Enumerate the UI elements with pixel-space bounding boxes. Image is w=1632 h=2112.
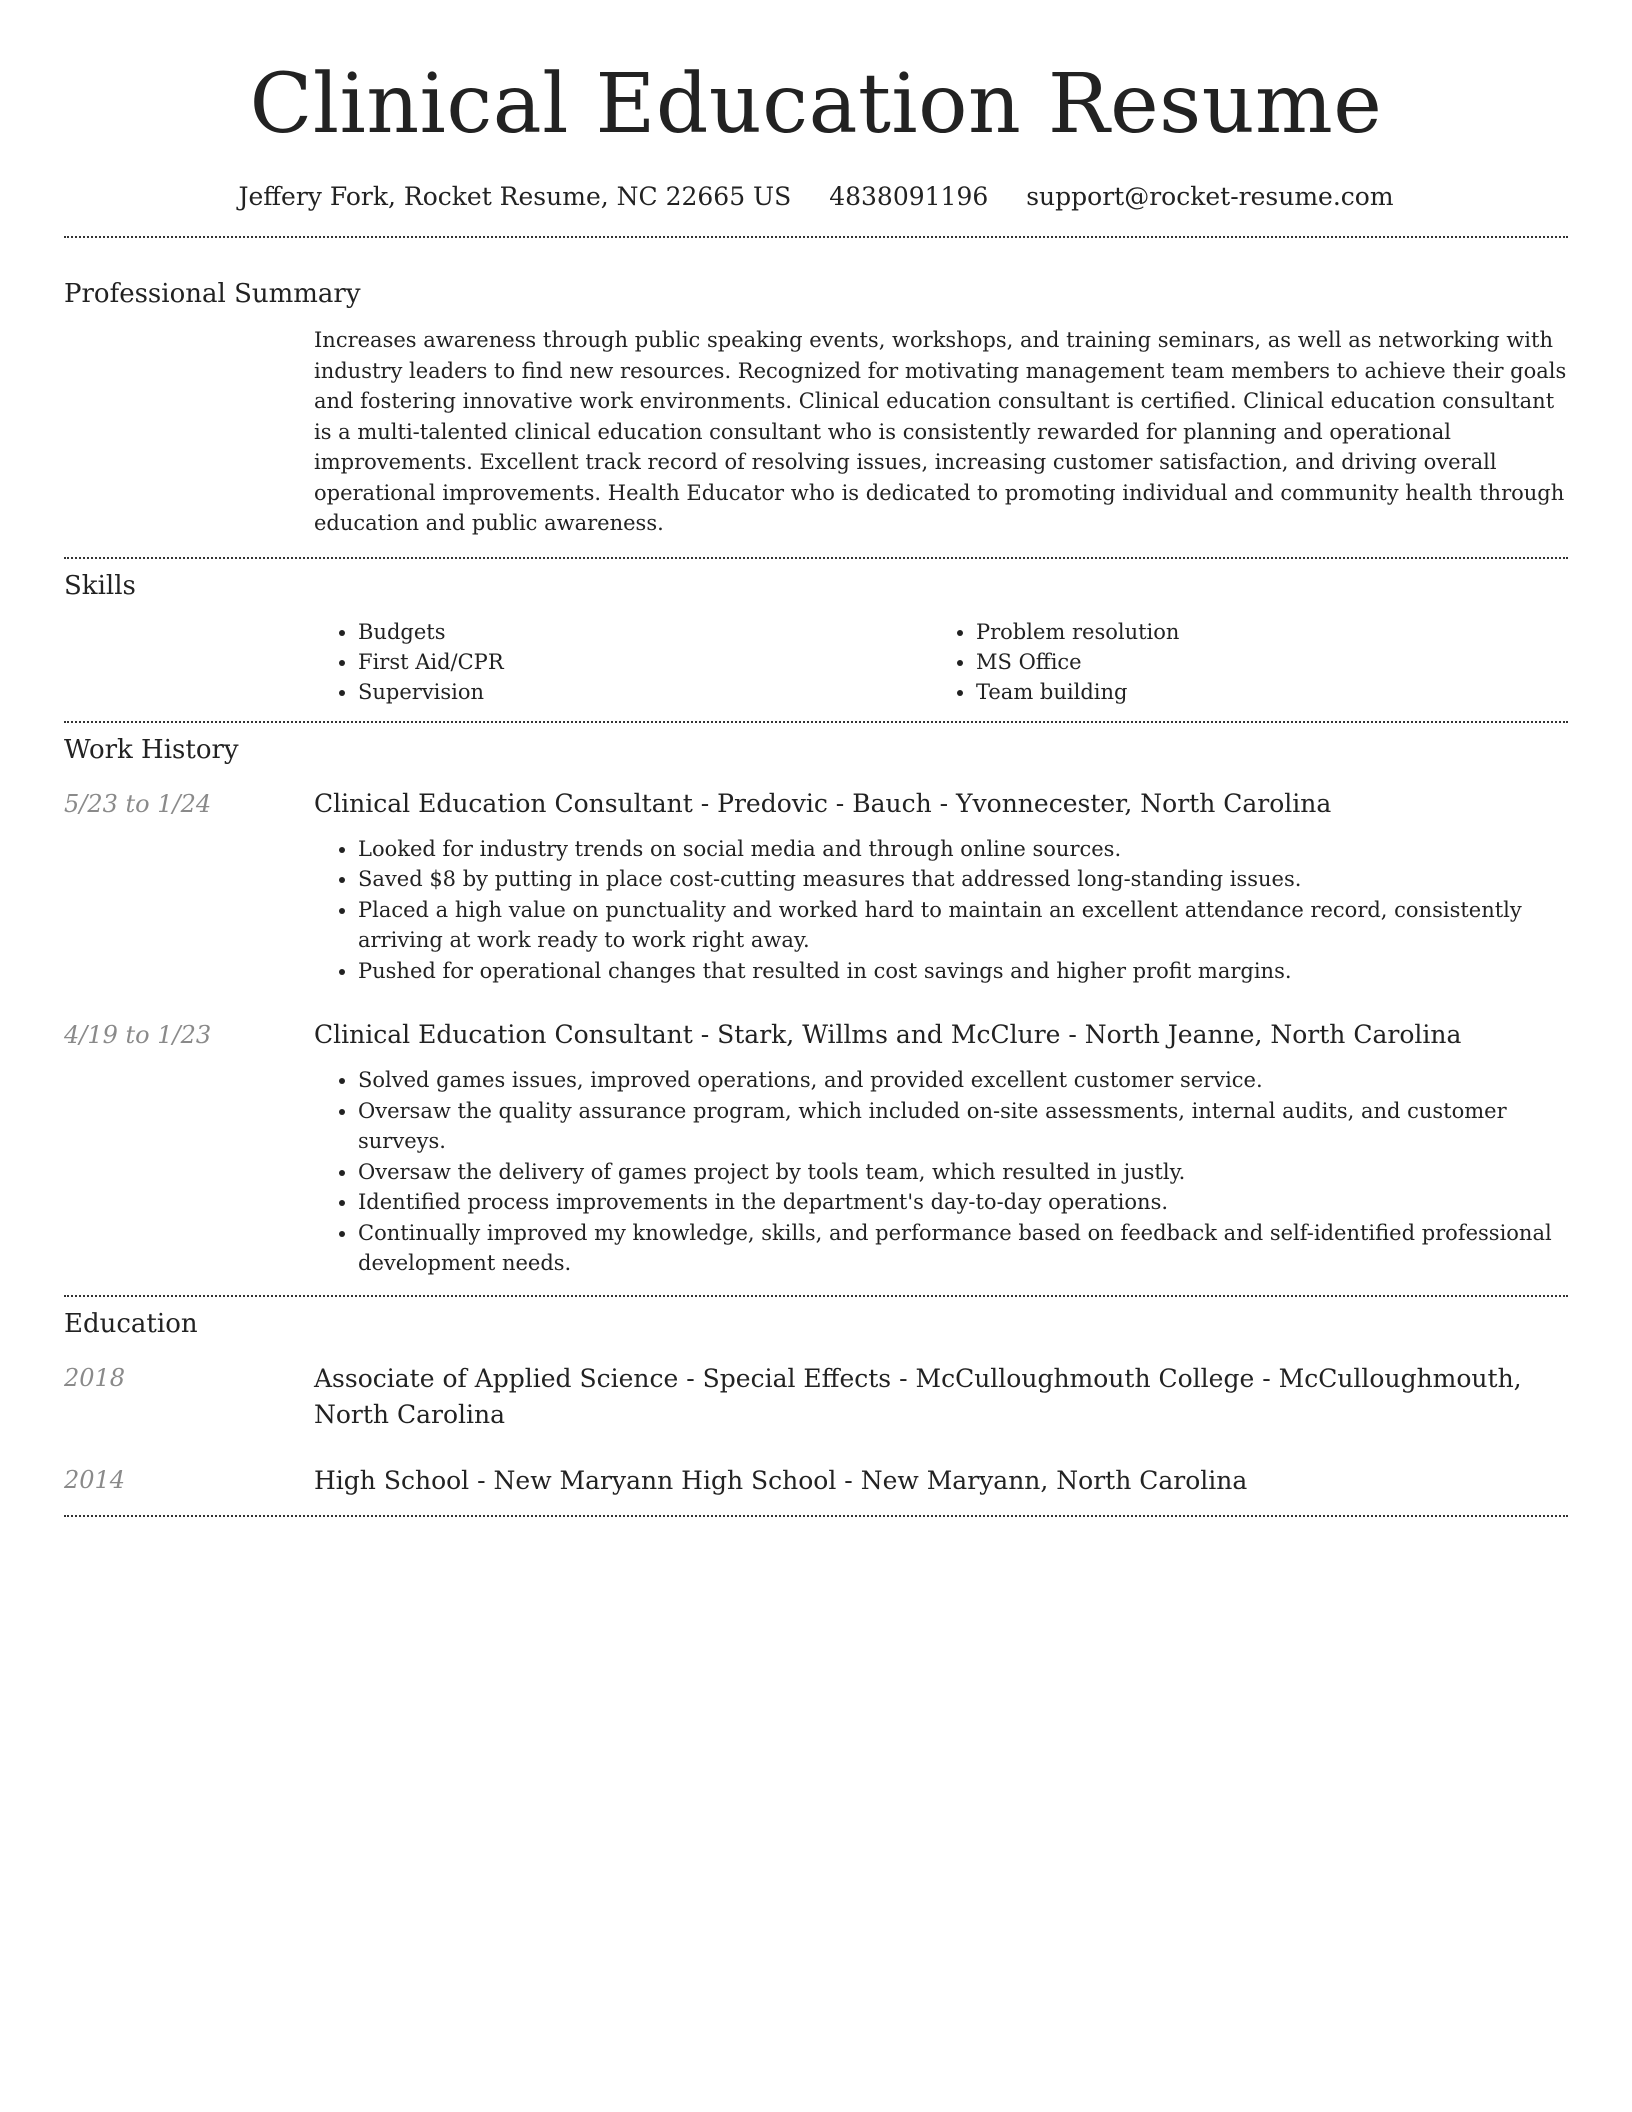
resume-page <box>64 0 1568 1517</box>
job-bullet: • Continually improved my knowledge, skills, and performance based on feedback and self-identified professional development needs. <box>358 1218 1568 1279</box>
education-school: - McCulloughmouth College - McCulloughmouth, North Carolina <box>314 1363 1522 1429</box>
divider <box>64 1515 1568 1517</box>
job-dates: 5/23 to 1/24 <box>64 789 212 818</box>
job-entry <box>64 787 1568 987</box>
job-heading <box>314 787 1568 821</box>
divider <box>64 1295 1568 1297</box>
job-bullet: • Saved $8 by putting in place cost-cutting measures that addressed long-standing issues. <box>358 864 1568 895</box>
skill-item: • Supervision <box>358 677 928 707</box>
job-employer: - Stark, Willms and McClure - North Jeanne, North Carolina <box>692 1020 1462 1049</box>
education-year: 2014 <box>64 1465 126 1494</box>
education-entry <box>64 1463 1568 1499</box>
skill-item: • MS Office <box>976 647 1179 677</box>
summary-heading: Professional Summary <box>64 279 361 309</box>
skill-item: • Problem resolution <box>976 617 1179 647</box>
skill-item: • Budgets <box>358 617 928 647</box>
divider <box>64 236 1568 238</box>
contact-address: Jeffery Fork, Rocket Resume, NC 22665 US <box>238 182 792 211</box>
job-bullet: • Solved games issues, improved operations, and provided excellent customer service. <box>358 1065 1568 1096</box>
skill-item: • First Aid/CPR <box>358 647 928 677</box>
education-year: 2018 <box>64 1363 126 1392</box>
job-dates: 4/19 to 1/23 <box>64 1021 212 1049</box>
education-heading: Education <box>64 1308 198 1339</box>
skills-list-right <box>928 617 1179 707</box>
contact-line <box>64 180 1568 214</box>
resume-title: Clinical Education Resume <box>249 57 1383 152</box>
job-title: Clinical Education Consultant <box>314 1020 693 1049</box>
divider <box>64 721 1568 723</box>
job-title: Clinical Education Consultant <box>314 788 693 818</box>
skill-item: • Team building <box>976 677 1179 707</box>
summary-text: Increases awareness through public speaking events, workshops, and training seminars, as well as networking with industry leaders to find new resources. Recognized for motivating management team members to achieve their goals and fostering innovative work environments. Clinical education consultant is certified. Clinical education consultant is a multi-talented clinical education consultant who is consistently rewarded for planning and operational improvements. Excellent track record of resolving issues, increasing customer satisfaction, and driving overall operational improvements. Health Educator who is dedicated to promoting individual and community health through education and public awareness. <box>314 328 1567 535</box>
job-bullet: • Pushed for operational changes that resulted in cost savings and higher profit margins. <box>358 956 1568 987</box>
job-bullets <box>314 1065 1568 1279</box>
job-bullet: • Looked for industry trends on social media and through online sources. <box>358 834 1568 865</box>
contact-email: support@rocket-resume.com <box>1026 182 1394 211</box>
summary-row <box>64 325 1568 539</box>
job-bullet: • Oversaw the delivery of games project by tools team, which resulted in justly. <box>358 1157 1568 1188</box>
job-employer: - Predovic - Bauch - Yvonnecester, North Carolina <box>692 788 1332 818</box>
contact-phone: 4838091196 <box>829 182 989 211</box>
work-heading: Work History <box>64 734 239 765</box>
education-entry <box>64 1361 1568 1433</box>
education-school: - New Maryann High School - New Maryann, North Carolina <box>469 1465 1248 1495</box>
job-bullets <box>314 834 1568 987</box>
education-heading-line <box>314 1463 1568 1499</box>
skills-heading: Skills <box>64 570 136 601</box>
divider <box>64 557 1568 559</box>
education-degree: High School <box>314 1465 470 1495</box>
education-degree: Associate of Applied Science - Special Effects <box>314 1363 892 1393</box>
skills-row <box>64 617 1568 707</box>
skills-list-left <box>314 617 928 707</box>
job-bullet: • Placed a high value on punctuality and worked hard to maintain an excellent attendance record, consistently arriving at work ready to work right away. <box>358 895 1568 956</box>
job-heading <box>314 1018 1568 1052</box>
job-bullet: • Oversaw the quality assurance program, which included on-site assessments, internal audits, and customer surveys. <box>358 1096 1568 1157</box>
job-bullet: • Identified process improvements in the department's day-to-day operations. <box>358 1187 1568 1218</box>
education-heading-line <box>314 1361 1568 1433</box>
job-entry <box>64 1018 1568 1279</box>
